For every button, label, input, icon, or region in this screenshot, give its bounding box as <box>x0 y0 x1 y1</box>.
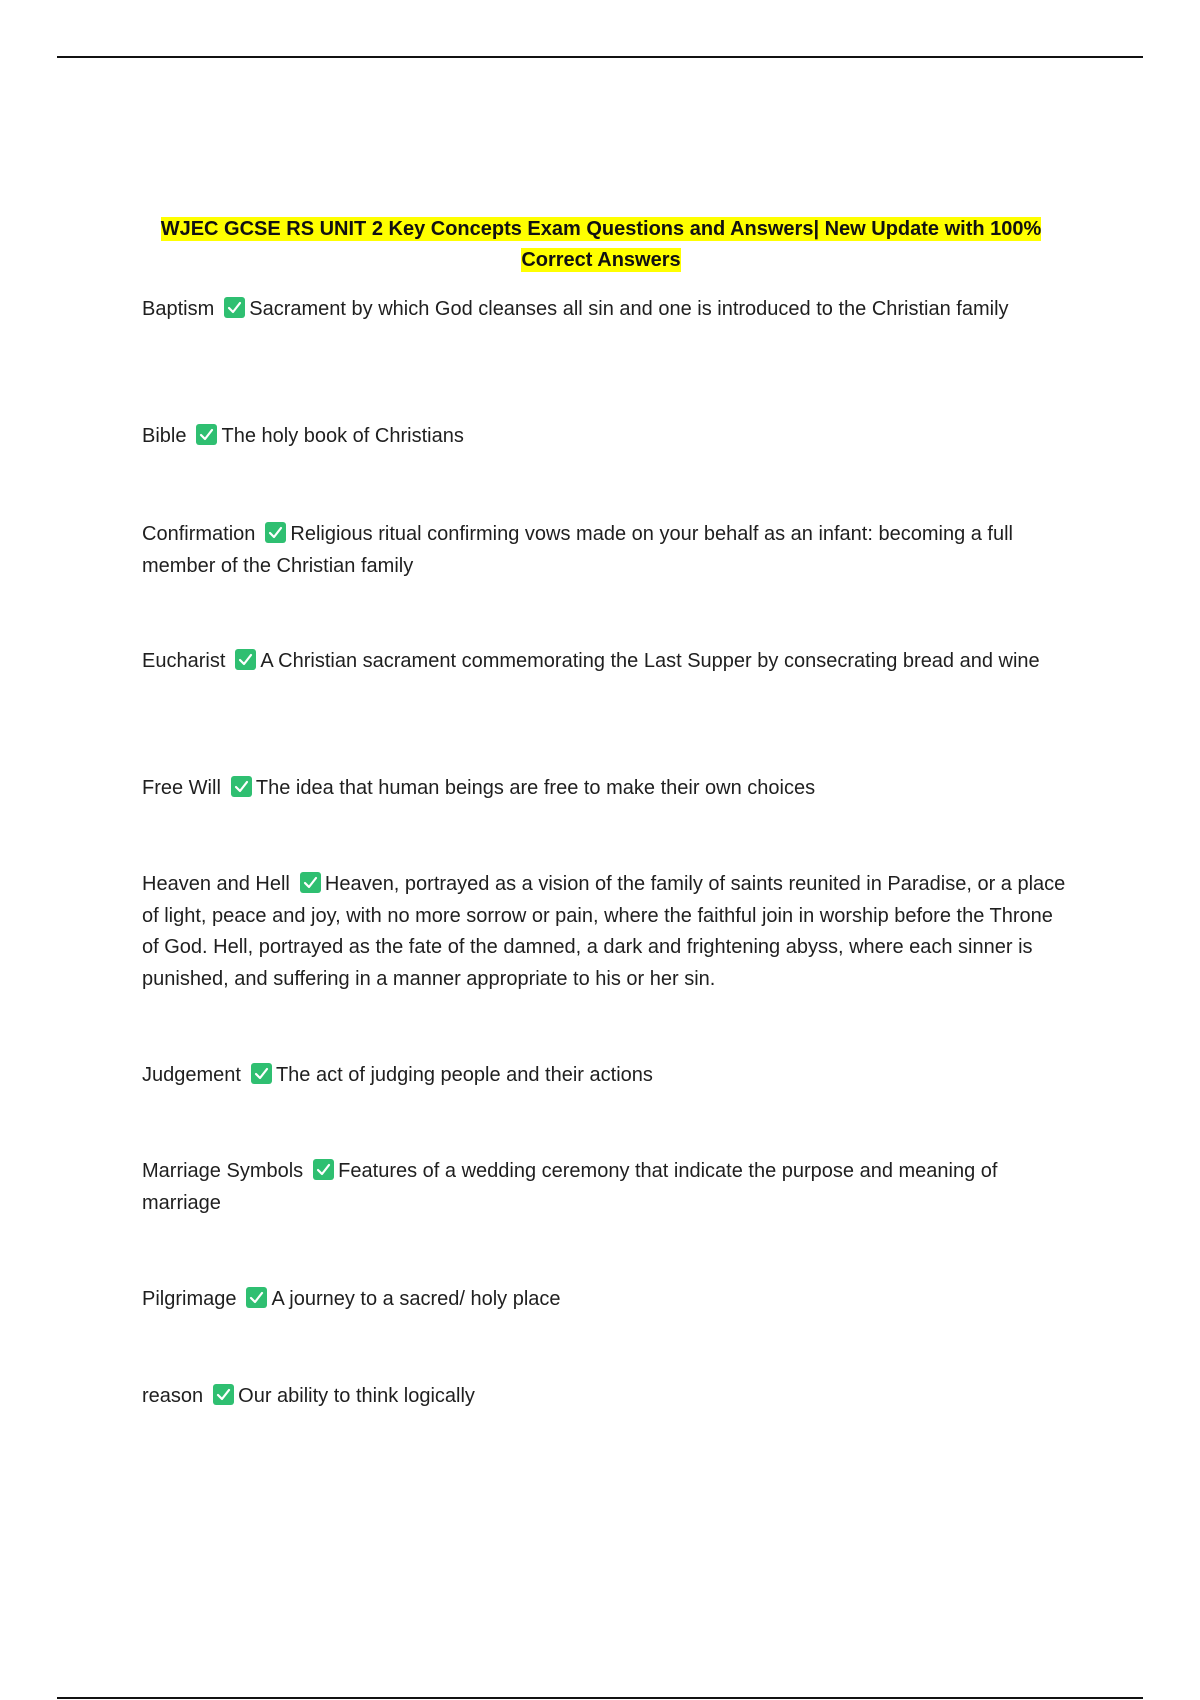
list-item <box>142 1381 1067 1413</box>
list-item <box>142 519 1067 582</box>
entry-term: Pilgrimage <box>142 1288 237 1310</box>
entry-definition: The act of judging people and their actions <box>275 1064 653 1086</box>
check-mark-icon <box>235 649 256 670</box>
entry-definition: Heaven, portrayed as a vision of the family of saints reunited in Paradise, or a place of light, peace and joy, with no more sorrow or pain, where the faithful join in worship before the Throne of God. Hell, portrayed as the fate of the damned, a dark and frightening abyss, where each sinner is punished, and suffering in a manner appropriate to his or her sin. <box>142 873 1066 990</box>
document-title <box>140 214 1062 276</box>
list-item <box>142 869 1067 995</box>
entry-term: Marriage Symbols <box>142 1160 304 1182</box>
entry-definition: Sacrament by which God cleanses all sin and one is introduced to the Christian family <box>249 298 1009 320</box>
entry-definition: Our ability to think logically <box>238 1385 475 1407</box>
check-mark-icon <box>213 1384 234 1405</box>
list-item <box>142 1284 1067 1316</box>
list-item <box>142 646 1067 678</box>
list-item <box>142 773 1067 805</box>
list-item <box>142 1156 1067 1219</box>
entry-term: Free Will <box>142 777 221 799</box>
check-mark-icon <box>246 1287 267 1308</box>
entry-term: Heaven and Hell <box>142 873 290 895</box>
entry-definition: The holy book of Christians <box>221 425 464 447</box>
entry-definition: A Christian sacrament commemorating the Last Supper by consecrating bread and wine <box>260 650 1040 672</box>
check-mark-icon <box>300 872 321 893</box>
list-item <box>142 1060 1067 1092</box>
entry-definition: The idea that human beings are free to make their own choices <box>255 777 816 799</box>
check-mark-icon <box>313 1159 334 1180</box>
check-mark-icon <box>196 424 217 445</box>
entry-term: Eucharist <box>142 650 226 672</box>
check-mark-icon <box>251 1063 272 1084</box>
entry-definition: Religious ritual confirming vows made on your behalf as an infant: becoming a full member of the Christian family <box>142 523 1013 577</box>
check-mark-icon <box>224 297 245 318</box>
list-item <box>142 294 1067 326</box>
entry-term: Baptism <box>142 298 215 320</box>
bottom-rule <box>57 1697 1143 1699</box>
entry-term: Judgement <box>142 1064 241 1086</box>
list-item <box>142 421 1067 453</box>
document-title-text: WJEC GCSE RS UNIT 2 Key Concepts Exam Questions and Answers| New Update with 100% Correct Answers <box>160 218 1042 271</box>
check-mark-icon <box>231 776 252 797</box>
entry-term: Bible <box>142 425 187 447</box>
top-rule <box>57 56 1143 58</box>
entry-definition: A journey to a sacred/ holy place <box>271 1288 561 1310</box>
entry-term: Confirmation <box>142 523 256 545</box>
entry-definition: Features of a wedding ceremony that indicate the purpose and meaning of marriage <box>142 1160 998 1214</box>
entry-term: reason <box>142 1385 204 1407</box>
check-mark-icon <box>265 522 286 543</box>
